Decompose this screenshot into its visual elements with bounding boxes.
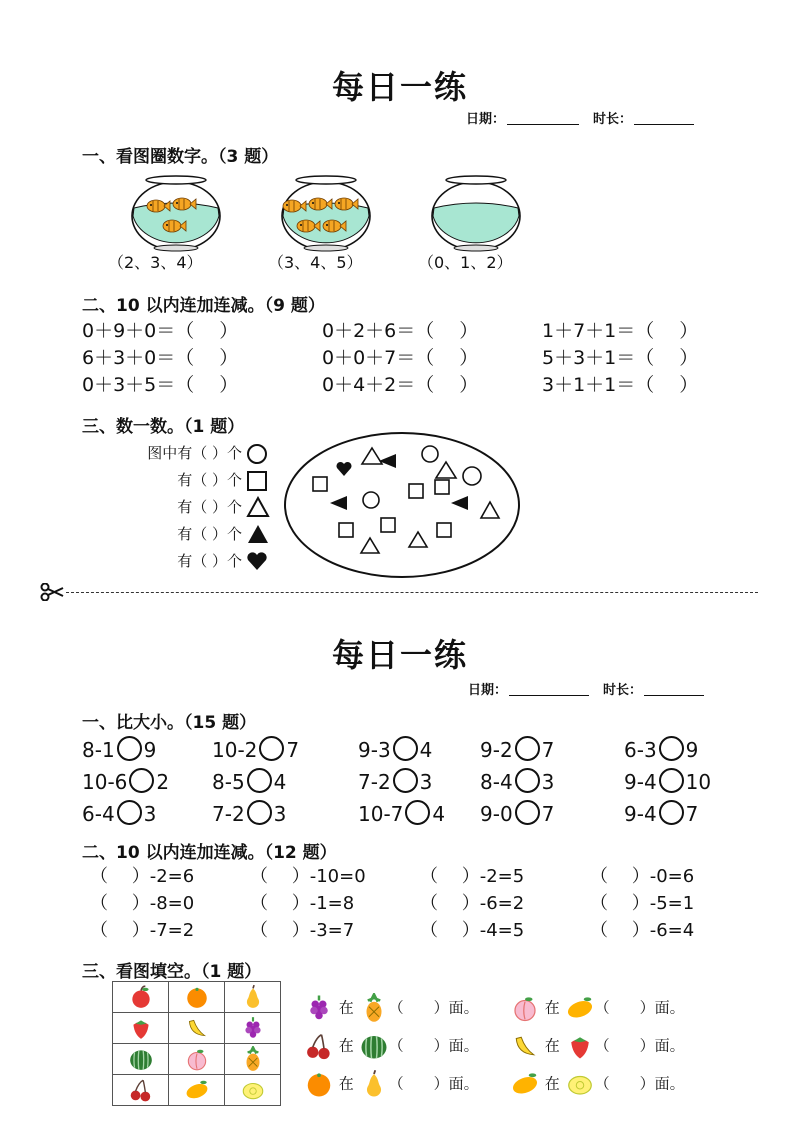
equation[interactable]: 1＋7＋1＝（ ）	[542, 320, 699, 342]
triangle-icon	[481, 502, 499, 518]
count-line[interactable]: 有（ ）个	[177, 525, 242, 543]
compare-right: 3	[541, 770, 555, 794]
orange-icon	[304, 1069, 334, 1099]
date-blank[interactable]	[507, 124, 579, 125]
compare-item[interactable]	[212, 768, 286, 794]
compare-item[interactable]	[480, 768, 554, 794]
compare-left: 9-3	[358, 738, 391, 762]
triangle-icon	[409, 532, 427, 547]
duration-label: 时长：	[603, 683, 643, 698]
compare-circle[interactable]	[117, 800, 142, 825]
square-icon	[313, 477, 327, 491]
compare-left: 10-7	[358, 802, 404, 826]
square-icon	[246, 470, 268, 492]
heart-icon	[246, 550, 268, 572]
compare-left: 8-4	[480, 770, 513, 794]
compare-right: 7	[685, 802, 699, 826]
triangle-icon	[246, 496, 270, 518]
fruit-question[interactable]	[510, 993, 685, 1023]
equation[interactable]: （ ）-7=2	[90, 920, 195, 941]
equation[interactable]: 0＋0＋7＝（ ）	[322, 347, 479, 369]
compare-right: 3	[419, 770, 433, 794]
compare-left: 9-0	[480, 802, 513, 826]
compare-left: 7-2	[358, 770, 391, 794]
compare-circle[interactable]	[393, 768, 418, 793]
compare-left: 10-6	[82, 770, 128, 794]
fruit-cell	[225, 1075, 281, 1106]
compare-item[interactable]	[624, 736, 698, 762]
fruit-cell	[225, 1044, 281, 1075]
fruit-question[interactable]	[304, 1069, 479, 1099]
compare-item[interactable]	[624, 768, 711, 794]
date-label: 日期：	[468, 683, 508, 698]
equation[interactable]: （ ）-2=6	[90, 866, 195, 887]
fruit-cell	[225, 982, 281, 1013]
compare-item[interactable]	[82, 800, 156, 826]
compare-right: 4	[432, 802, 446, 826]
filled-triangle-icon	[246, 523, 270, 545]
compare-right: 2	[156, 770, 170, 794]
fruit-cell	[113, 982, 169, 1013]
triangle-icon	[436, 462, 456, 478]
circle-icon	[463, 467, 481, 485]
lemon-icon	[240, 1077, 266, 1103]
compare-item[interactable]	[212, 800, 286, 826]
circle-icon	[422, 446, 438, 462]
heart-icon	[336, 462, 351, 476]
compare-right: 7	[541, 802, 555, 826]
compare-left: 10-2	[212, 738, 258, 762]
bowl-options-2[interactable]: （3、4、5）	[268, 253, 363, 272]
filled-triangle-icon	[451, 496, 468, 510]
date-duration-bottom	[468, 679, 704, 698]
fruit-cell	[113, 1044, 169, 1075]
compare-right: 3	[273, 802, 287, 826]
compare-right: 4	[273, 770, 287, 794]
peach-icon	[510, 993, 540, 1023]
compare-left: 9-4	[624, 802, 657, 826]
shapes-ellipse	[282, 430, 522, 580]
section-heading: 三、看图填空。（1 题）	[82, 962, 262, 982]
equation[interactable]: 0＋3＋5＝（ ）	[82, 374, 239, 396]
compare-circle[interactable]	[117, 736, 142, 761]
square-icon	[339, 523, 353, 537]
compare-circle[interactable]	[247, 768, 272, 793]
answer-blank[interactable]: （ ）面。	[388, 998, 479, 1017]
answer-blank[interactable]: （ ）面。	[594, 1074, 685, 1093]
word-at: 在	[544, 1074, 560, 1093]
compare-circle[interactable]	[659, 800, 684, 825]
fruit-cell	[169, 1044, 225, 1075]
square-icon	[437, 523, 451, 537]
watermelon-icon	[128, 1046, 154, 1072]
equation[interactable]: 0＋2＋6＝（ ）	[322, 320, 479, 342]
compare-right: 4	[419, 738, 433, 762]
square-icon	[409, 484, 423, 498]
compare-right: 7	[541, 738, 555, 762]
equation[interactable]: 6＋3＋0＝（ ）	[82, 347, 239, 369]
pear-icon	[240, 984, 266, 1010]
compare-left: 8-5	[212, 770, 245, 794]
compare-item[interactable]	[480, 736, 554, 762]
compare-item[interactable]	[212, 736, 299, 762]
square-icon	[435, 480, 449, 494]
fruit-cell	[225, 1013, 281, 1044]
duration-blank[interactable]	[634, 124, 694, 125]
orange-icon	[184, 984, 210, 1010]
strawberry-icon	[128, 1015, 154, 1041]
compare-circle[interactable]	[247, 800, 272, 825]
word-at: 在	[338, 998, 354, 1017]
count-line[interactable]: 有（ ）个	[177, 498, 242, 516]
strawberry-icon	[565, 1031, 595, 1061]
section-heading: 三、数一数。（1 题）	[82, 417, 245, 437]
compare-circle[interactable]	[659, 736, 684, 761]
compare-circle[interactable]	[259, 736, 284, 761]
date-blank[interactable]	[509, 695, 589, 696]
fruit-cell	[113, 1013, 169, 1044]
compare-item[interactable]	[358, 768, 432, 794]
apple-icon	[128, 984, 154, 1010]
equation[interactable]: （ ）-8=0	[90, 893, 195, 914]
count-line[interactable]: 有（ ）个	[177, 471, 242, 489]
scissors-icon	[40, 583, 64, 601]
pineapple-icon	[359, 993, 389, 1023]
compare-right: 9	[143, 738, 157, 762]
word-at: 在	[338, 1074, 354, 1093]
filled-triangle-icon	[379, 454, 396, 468]
compare-circle[interactable]	[405, 800, 430, 825]
equation[interactable]: （ ）-6=4	[590, 920, 695, 941]
fruit-question[interactable]	[304, 1031, 479, 1061]
fruit-cell	[169, 1075, 225, 1106]
triangle-icon	[362, 448, 382, 464]
banana-icon	[510, 1031, 540, 1061]
word-at: 在	[338, 1036, 354, 1055]
equation[interactable]: （ ）-4=5	[420, 920, 525, 941]
equation[interactable]: （ ）-0=6	[590, 866, 695, 887]
compare-right: 10	[685, 770, 712, 794]
watermelon-icon	[359, 1031, 389, 1061]
mango-icon	[510, 1069, 540, 1099]
grapes-icon	[240, 1015, 266, 1041]
lemon-icon	[565, 1069, 595, 1099]
square-icon	[381, 518, 395, 532]
fruit-question[interactable]	[304, 993, 479, 1023]
compare-left: 7-2	[212, 802, 245, 826]
fish-bowl-2	[276, 172, 376, 252]
equation[interactable]: 0＋9＋0＝（ ）	[82, 320, 239, 342]
grapes-icon	[304, 993, 334, 1023]
triangle-icon	[361, 538, 379, 553]
compare-left: 9-4	[624, 770, 657, 794]
equation[interactable]: （ ）-2=5	[420, 866, 525, 887]
equation[interactable]: 5＋3＋1＝（ ）	[542, 347, 699, 369]
compare-left: 9-2	[480, 738, 513, 762]
section-heading: 一、比大小。（15 题）	[82, 713, 257, 733]
mango-icon	[565, 993, 595, 1023]
compare-left: 8-1	[82, 738, 115, 762]
compare-right: 3	[143, 802, 157, 826]
count-line[interactable]: 图中有（ ）个	[147, 444, 242, 462]
compare-circle[interactable]	[515, 736, 540, 761]
filled-triangle-icon	[330, 496, 347, 510]
section-heading: 二、10 以内连加连减。（12 题）	[82, 843, 337, 863]
equation[interactable]: （ ）-10=0	[250, 866, 366, 887]
fish-bowl-3	[426, 172, 526, 252]
compare-right: 7	[286, 738, 300, 762]
equation[interactable]: （ ）-6=2	[420, 893, 525, 914]
compare-item[interactable]	[358, 736, 432, 762]
cherry-icon	[304, 1031, 334, 1061]
cherry-icon	[128, 1077, 154, 1103]
bowl-options-1[interactable]: （2、3、4）	[108, 253, 203, 272]
equation[interactable]: （ ）-1=8	[250, 893, 355, 914]
word-at: 在	[544, 998, 560, 1017]
fruit-cell	[113, 1075, 169, 1106]
fruit-cell	[169, 1013, 225, 1044]
page-title-top: 每日一练	[331, 68, 468, 106]
fish-bowl-1	[126, 172, 226, 252]
date-duration-top	[466, 108, 694, 127]
banana-icon	[184, 1015, 210, 1041]
fruit-grid	[112, 981, 281, 1106]
cut-line	[66, 592, 758, 593]
word-at: 在	[544, 1036, 560, 1055]
page-title-bottom: 每日一练	[331, 636, 468, 674]
date-label: 日期：	[466, 112, 506, 127]
section-heading: 二、10 以内连加连减。（9 题）	[82, 296, 325, 316]
pineapple-icon	[240, 1046, 266, 1072]
bowl-options-3[interactable]: （0、1、2）	[418, 253, 513, 272]
answer-blank[interactable]: （ ）面。	[594, 998, 685, 1017]
compare-item[interactable]	[624, 800, 698, 826]
compare-item[interactable]	[480, 800, 554, 826]
section-heading: 一、看图圈数字。（3 题）	[82, 147, 279, 167]
pear-icon	[359, 1069, 389, 1099]
count-line[interactable]: 有（ ）个	[177, 552, 242, 570]
compare-left: 6-4	[82, 802, 115, 826]
circle-icon	[246, 443, 268, 465]
fruit-question[interactable]	[510, 1031, 685, 1061]
compare-left: 6-3	[624, 738, 657, 762]
fruit-cell	[169, 982, 225, 1013]
duration-blank[interactable]	[644, 695, 704, 696]
compare-item[interactable]	[82, 768, 169, 794]
mango-icon	[184, 1077, 210, 1103]
equation[interactable]: 3＋1＋1＝（ ）	[542, 374, 699, 396]
compare-circle[interactable]	[515, 800, 540, 825]
duration-label: 时长：	[593, 112, 633, 127]
answer-blank[interactable]: （ ）面。	[388, 1036, 479, 1055]
compare-right: 9	[685, 738, 699, 762]
equation[interactable]: （ ）-5=1	[590, 893, 695, 914]
circle-icon	[363, 492, 379, 508]
answer-blank[interactable]: （ ）面。	[388, 1074, 479, 1093]
compare-circle[interactable]	[129, 768, 154, 793]
fruit-question[interactable]	[510, 1069, 685, 1099]
compare-circle[interactable]	[659, 768, 684, 793]
compare-circle[interactable]	[515, 768, 540, 793]
answer-blank[interactable]: （ ）面。	[594, 1036, 685, 1055]
compare-item[interactable]	[82, 736, 156, 762]
peach-icon	[184, 1046, 210, 1072]
equation[interactable]: （ ）-3=7	[250, 920, 355, 941]
equation[interactable]: 0＋4＋2＝（ ）	[322, 374, 479, 396]
compare-item[interactable]	[358, 800, 445, 826]
compare-circle[interactable]	[393, 736, 418, 761]
